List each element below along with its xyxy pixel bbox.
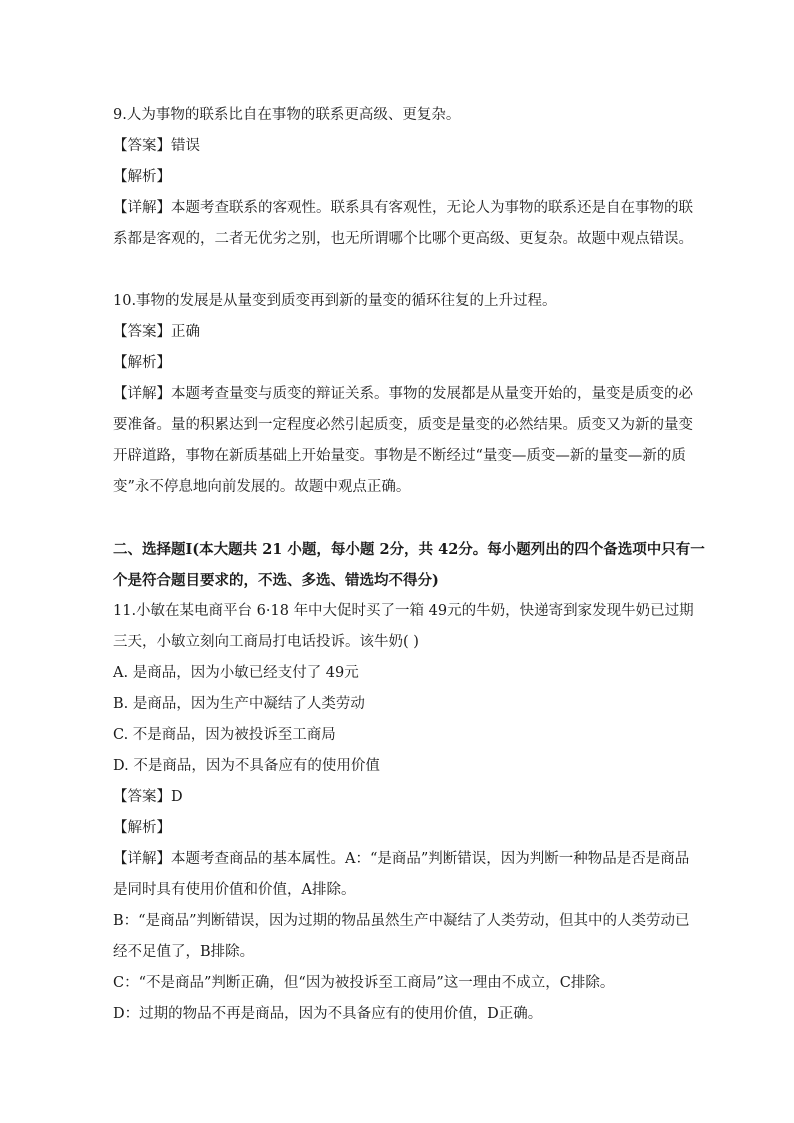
q11-detail-line: B：“是商品”判断错误，因为过期的物品虽然生产中凝结了人类劳动，但其中的人类劳动已: [113, 913, 690, 929]
q9-analysis-label: 【解析】: [113, 169, 171, 185]
q10-detail-line: 要准备。量的积累达到一定程度必然引起质变，质变是量变的必然结果。质变又为新的量变: [113, 417, 693, 433]
q10-detail-line: 【详解】本题考查量变与质变的辩证关系。事物的发展都是从量变开始的，量变是质变的必: [113, 386, 693, 402]
q11-detail-line: 【详解】本题考查商品的基本属性。A：“是商品”判断错误，因为判断一种物品是否是商品: [113, 851, 690, 867]
spacer: [113, 255, 685, 286]
q9-answer: 【答案】错误: [113, 138, 200, 154]
spacer: [113, 503, 685, 534]
q11-detail-line: C：“不是商品”判断正确，但“因为被投诉至工商局”这一理由不成立，C排除。: [113, 975, 615, 991]
q10-analysis-label: 【解析】: [113, 355, 171, 371]
q11-question: 三天，小敏立刻向工商局打电话投诉。该牛奶( ): [113, 634, 419, 650]
q10-answer: 【答案】正确: [113, 324, 200, 340]
q11-option-d: D. 不是商品，因为不具备应有的使用价值: [113, 758, 380, 774]
q9-question: 9.人为事物的联系比自在事物的联系更高级、更复杂。: [113, 107, 461, 123]
document-page: [113, 100, 705, 1030]
q10-detail-line: 变”永不停息地向前发展的。故题中观点正确。: [113, 479, 411, 495]
section-heading: 二、选择题Ⅰ(本大题共 21 小题，每小题 2分，共 42分。每小题列出的四个备选项中只有一: [113, 541, 705, 558]
q10-detail-line: 开辟道路，事物在新质基础上开始量变。事物是不断经过“量变—质变—新的量变—新的质: [113, 448, 686, 464]
q9-detail-line: 【详解】本题考查联系的客观性。联系具有客观性，无论人为事物的联系还是自在事物的联: [113, 200, 693, 216]
q11-option-b: B. 是商品，因为生产中凝结了人类劳动: [113, 696, 365, 712]
q11-answer: 【答案】D: [113, 789, 183, 805]
q9-detail-line: 系都是客观的，二者无优劣之别，也无所谓哪个比哪个更高级、更复杂。故题中观点错误。: [113, 231, 693, 247]
q11-detail-line: D：过期的物品不再是商品，因为不具备应有的使用价值，D正确。: [113, 1006, 543, 1022]
q11-question: 11.小敏在某电商平台 6·18 年中大促时买了一箱 49元的牛奶，快递寄到家发现牛奶已过期: [113, 603, 694, 619]
q10-question: 10.事物的发展是从量变到质变再到新的量变的循环往复的上升过程。: [113, 293, 557, 309]
q11-option-a: A. 是商品，因为小敏已经支付了 49元: [113, 665, 359, 681]
q11-analysis-label: 【解析】: [113, 820, 171, 836]
section-heading: 个是符合题目要求的，不选、多选、错选均不得分): [113, 572, 439, 589]
q11-option-c: C. 不是商品，因为被投诉至工商局: [113, 727, 336, 743]
q11-detail-line: 是同时具有使用价值和价值，A排除。: [113, 882, 356, 898]
q11-detail-line: 经不足值了，B排除。: [113, 944, 255, 960]
